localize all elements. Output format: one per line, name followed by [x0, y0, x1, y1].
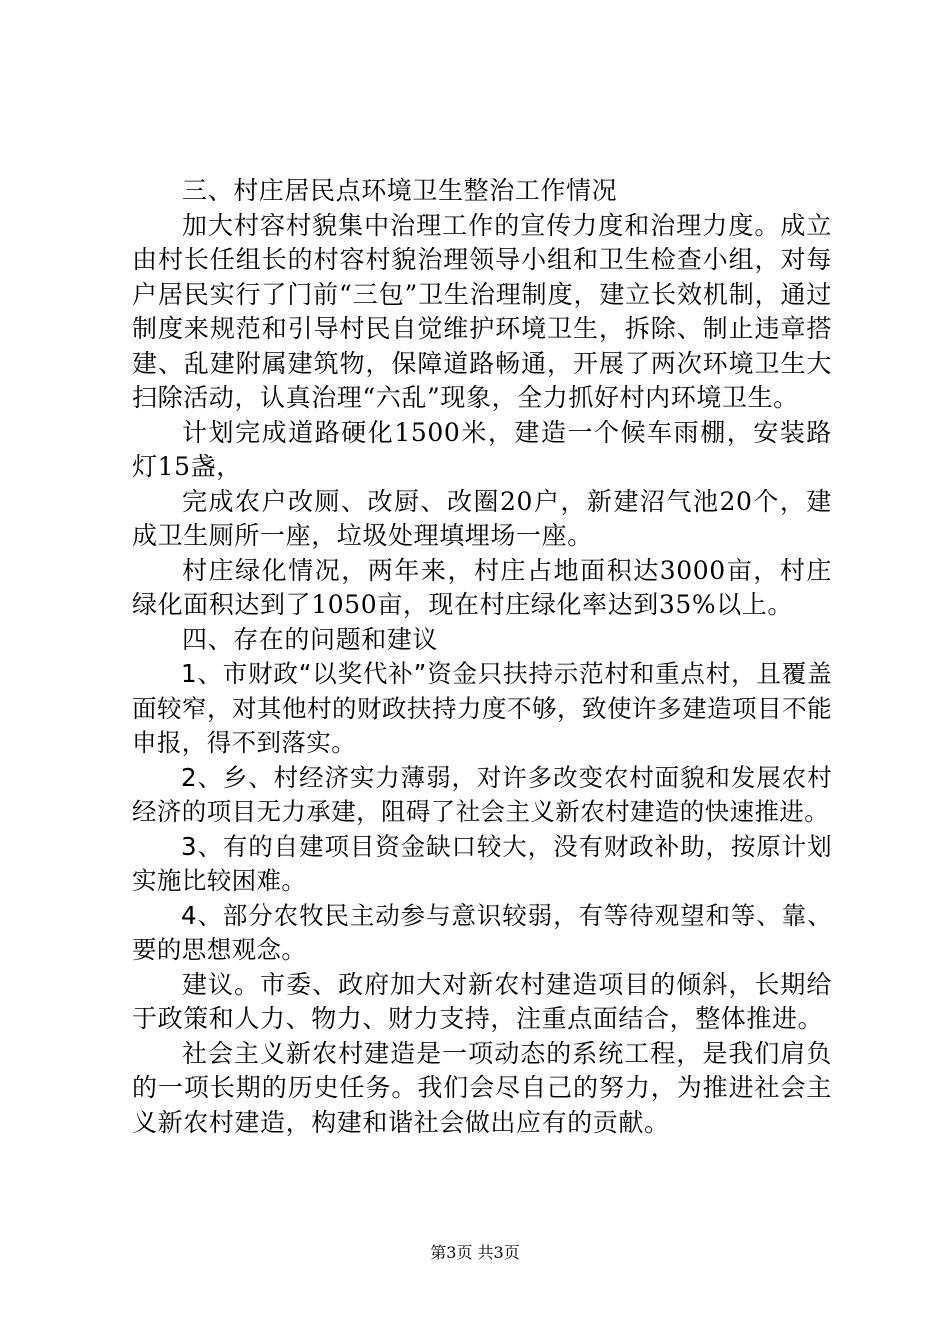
paragraph: 计划完成道路硬化1500米，建造一个候车雨棚，安装路灯15盏， [132, 417, 832, 481]
list-item-1: 1、市财政“以奖代补”资金只扶持示范村和重点村，且覆盖面较窄，对其他村的财政扶持力度不够，致使许多建造项目不能申报，得不到落实。 [132, 659, 832, 757]
page-number-label: 第3页 共3页 [430, 1243, 520, 1262]
paragraph-suggestion: 建议。市委、政府加大对新农村建造项目的倾斜，长期给于政策和人力、物力、财力支持，注重点面结合，整体推进。 [132, 969, 832, 1033]
section-heading-4: 四、存在的问题和建议 [182, 624, 439, 654]
section-heading-3: 三、村庄居民点环境卫生整治工作情况 [182, 176, 618, 205]
list-item-3: 3、有的自建项目资金缺口较大，没有财政补助，按原计划实施比较困难。 [132, 831, 832, 895]
paragraph: 加大村容村貌集中治理工作的宣传力度和治理力度。成立由村长任组长的村容村貌治理领导小组和卫生检查小组，对每户居民实行了门前“三包”卫生治理制度，建立长效机制，通过制度来规范和引导村民自觉维护环境卫生，拆除、制止违章搭建、乱建附属建筑物，保障道路畅通，开展了两次环境卫生大扫除活动，认真治理“六乱”现象，全力抓好村内环境卫生。 [132, 210, 832, 412]
paragraph: 完成农户改厕、改厨、改圈20户，新建沼气池20个，建成卫生厕所一座，垃圾处理填埋场一座。 [132, 486, 832, 550]
page-footer [0, 1242, 950, 1264]
list-item-4: 4、部分农牧民主动参与意识较弱，有等待观望和等、靠、要的思想观念。 [132, 900, 832, 964]
list-item-2: 2、乡、村经济实力薄弱，对许多改变农村面貌和发展农村经济的项目无力承建，阻碍了社会主义新农村建造的快速推进。 [132, 762, 832, 826]
paragraph-conclusion: 社会主义新农村建造是一项动态的系统工程，是我们肩负的一项长期的历史任务。我们会尽自己的努力，为推进社会主义新农村建造，构建和谐社会做出应有的贡献。 [132, 1038, 832, 1137]
document-body [132, 174, 832, 1140]
paragraph: 村庄绿化情况，两年来，村庄占地面积达3000亩，村庄绿化面积达到了1050亩，现在村庄绿化率达到35%以上。 [132, 555, 832, 619]
